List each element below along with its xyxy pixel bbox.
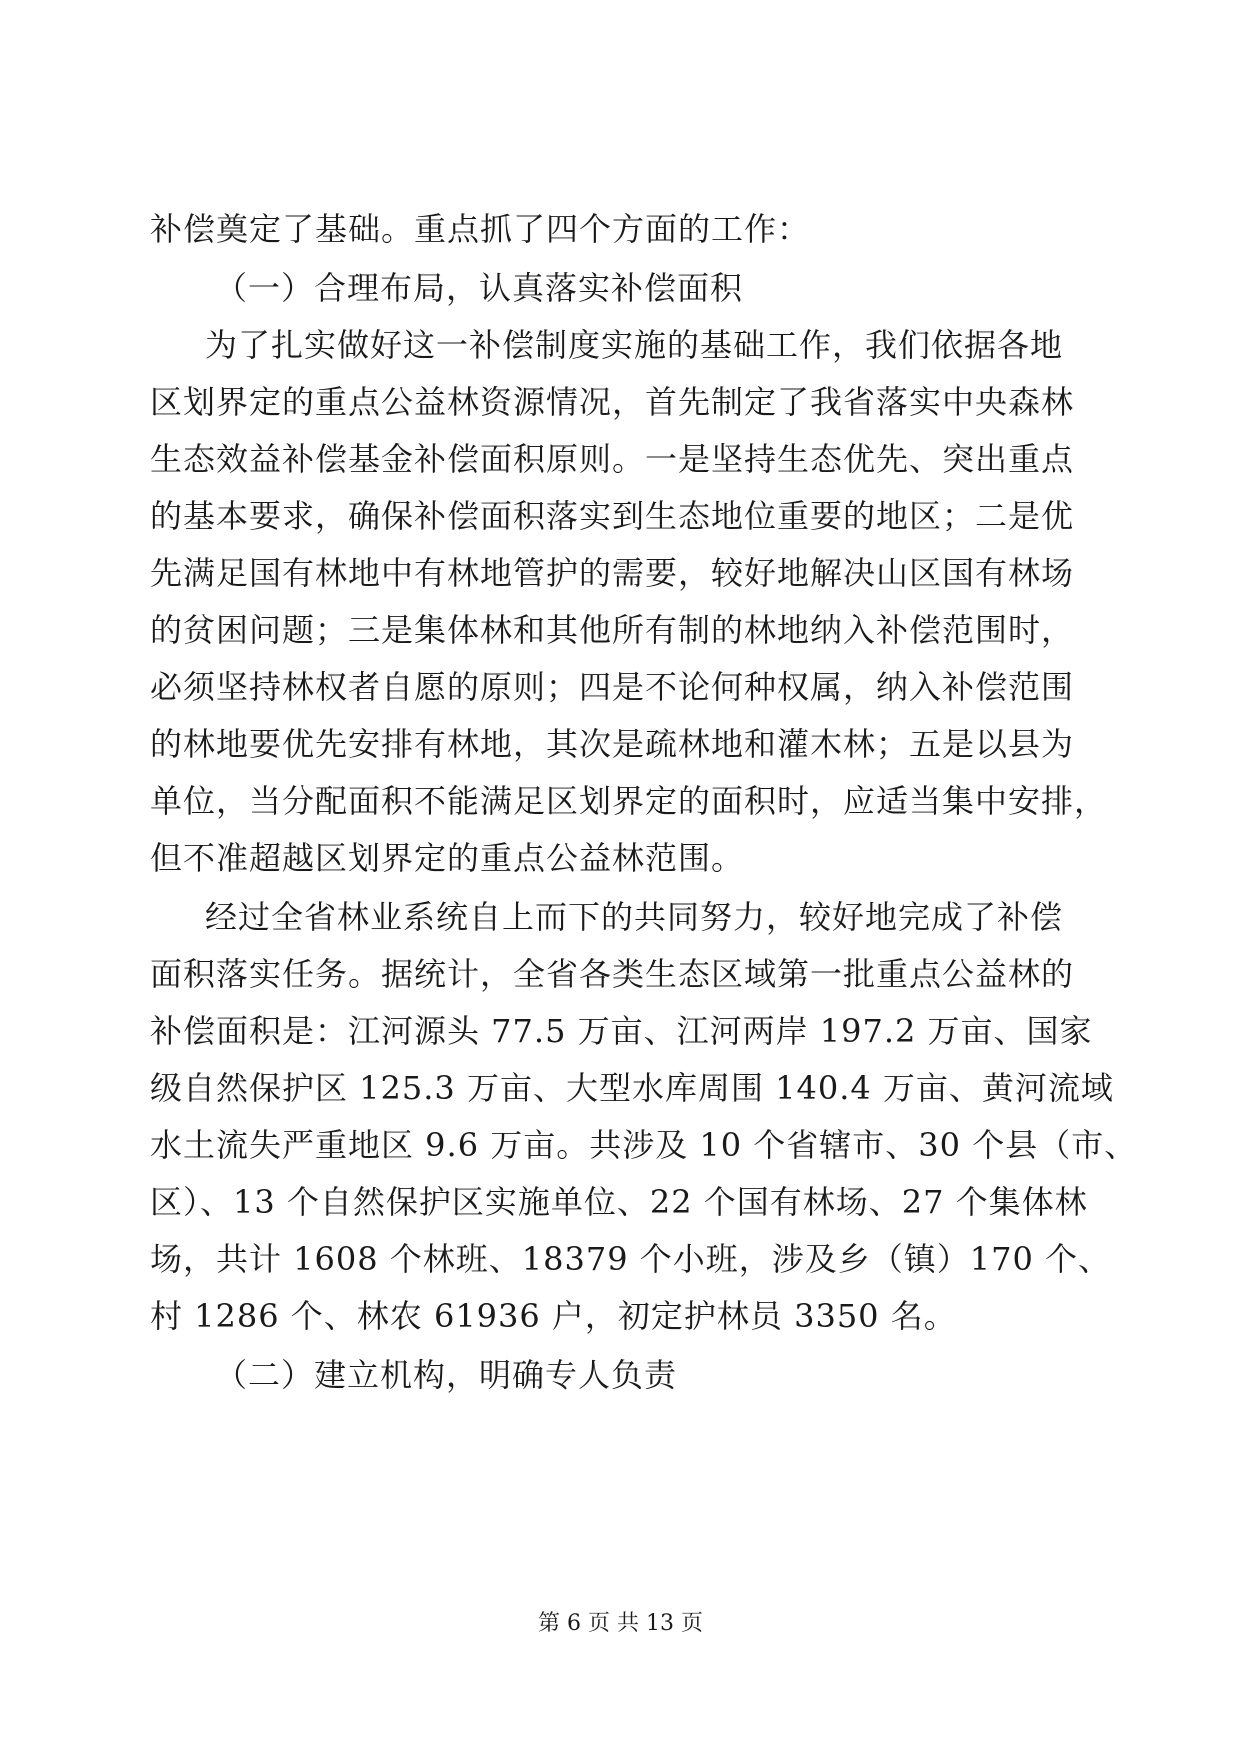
text-line: 的贫困问题；三是集体林和其他所有制的林地纳入补偿范围时， — [150, 611, 1075, 649]
text-line: 补偿奠定了基础。重点抓了四个方面的工作： — [150, 210, 811, 248]
section-heading: （二）建立机构，明确专人负责 — [215, 1356, 678, 1394]
text-line: 必须坚持林权者自愿的原则；四是不论何种权属，纳入补偿范围 — [150, 668, 1075, 706]
text-line: 生态效益补偿基金补偿面积原则。一是坚持生态优先、突出重点 — [150, 440, 1075, 478]
page-number-footer: 第 6 页 共 13 页 — [538, 1611, 703, 1636]
text-line: 为了扎实做好这一补偿制度实施的基础工作，我们依据各地 — [205, 326, 1064, 364]
text-line: 经过全省林业系统自上而下的共同努力，较好地完成了补偿 — [205, 898, 1064, 936]
text-line: 的基本要求，确保补偿面积落实到生态地位重要的地区；二是优 — [150, 497, 1075, 535]
text-line: 的林地要优先安排有林地，其次是疏林地和灌木林；五是以县为 — [150, 725, 1075, 763]
text-line: 面积落实任务。据统计，全省各类生态区域第一批重点公益林的 — [150, 955, 1075, 993]
text-line: 但不准超越区划界定的重点公益林范围。 — [150, 839, 745, 877]
text-line: 村 1286 个、林农 61936 户，初定护林员 3350 名。 — [150, 1297, 957, 1335]
section-heading: （一）合理布局，认真落实补偿面积 — [215, 269, 744, 307]
text-line: 区）、13 个自然保护区实施单位、22 个国有林场、27 个集体林 — [150, 1183, 1088, 1221]
text-line: 级自然保护区 125.3 万亩、大型水库周围 140.4 万亩、黄河流域 — [150, 1069, 1114, 1107]
text-line: 区划界定的重点公益林资源情况，首先制定了我省落实中央森林 — [150, 383, 1075, 421]
text-line: 场，共计 1608 个林班、18379 个小班，涉及乡（镇）170 个、 — [150, 1240, 1112, 1278]
text-line: 补偿面积是：江河源头 77.5 万亩、江河两岸 197.2 万亩、国家 — [150, 1012, 1093, 1050]
text-line: 单位，当分配面积不能满足区划界定的面积时，应适当集中安排， — [150, 782, 1108, 820]
text-line: 先满足国有林地中有林地管护的需要，较好地解决山区国有林场 — [150, 554, 1075, 592]
text-line: 水土流失严重地区 9.6 万亩。共涉及 10 个省辖市、30 个县（市、 — [150, 1126, 1138, 1164]
